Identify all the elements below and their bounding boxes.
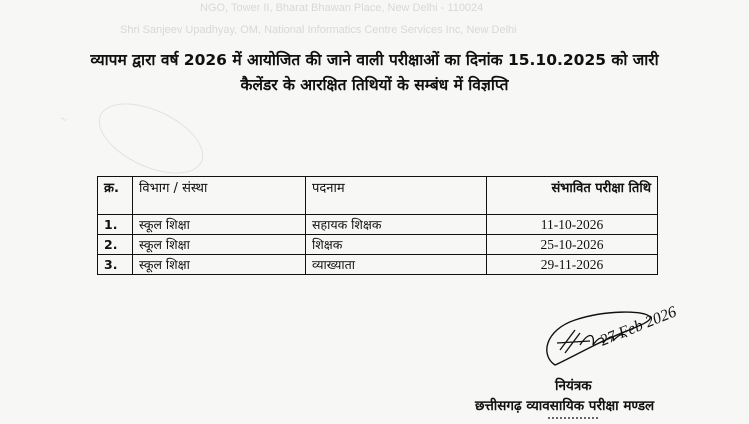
notice-title-line-1: व्यापम द्वारा वर्ष 2026 में आयोजित की जाने वाली परीक्षाओं का दिनांक 15.10.2025 को जारी bbox=[90, 51, 659, 69]
exam-calendar-table bbox=[97, 176, 658, 275]
header-serial: क्र. bbox=[98, 177, 133, 215]
table-header-row bbox=[98, 177, 658, 215]
cell-exam-date: 25-10-2026 bbox=[487, 235, 658, 255]
cell-department: स्कूल शिक्षा bbox=[133, 215, 306, 235]
header-department: विभाग / संस्था bbox=[133, 177, 306, 215]
cell-post: शिक्षक bbox=[306, 235, 487, 255]
organization-name: छत्तीसगढ़ व्यावसायिक परीक्षा मण्डल bbox=[475, 398, 655, 414]
table-row bbox=[98, 255, 658, 275]
cell-serial: 1. bbox=[98, 215, 133, 235]
faded-handwriting: ~ bbox=[57, 111, 69, 127]
cell-serial: 3. bbox=[98, 255, 133, 275]
header-post: पदनाम bbox=[306, 177, 487, 215]
cell-exam-date: 29-11-2026 bbox=[487, 255, 658, 275]
notice-title-line-2: कैलेंडर के आरक्षित तिथियों के सम्बंध में विज्ञप्ति bbox=[240, 76, 509, 94]
faded-background-text-1: NGO, Tower II, Bharat Bhawan Place, New Delhi - 110024 bbox=[200, 2, 484, 14]
cell-post: सहायक शिक्षक bbox=[306, 215, 487, 235]
cell-post: व्याख्याता bbox=[306, 255, 487, 275]
faded-signature-mark bbox=[88, 89, 214, 188]
header-exam-date: संभावित परीक्षा तिथि bbox=[487, 177, 658, 215]
faded-background-text-2: Shri Sanjeev Upadhyay, OM, National Informatics Centre Services Inc, New Delhi bbox=[120, 24, 517, 36]
cell-exam-date: 11-10-2026 bbox=[487, 215, 658, 235]
cut-off-text bbox=[548, 417, 598, 424]
cell-serial: 2. bbox=[98, 235, 133, 255]
table-row bbox=[98, 235, 658, 255]
cell-department: स्कूल शिक्षा bbox=[133, 235, 306, 255]
table-row bbox=[98, 215, 658, 235]
signature-date: 27 Feb 2026 bbox=[597, 303, 679, 350]
designation: नियंत्रक bbox=[555, 378, 592, 394]
notice-title bbox=[0, 48, 749, 98]
cell-department: स्कूल शिक्षा bbox=[133, 255, 306, 275]
